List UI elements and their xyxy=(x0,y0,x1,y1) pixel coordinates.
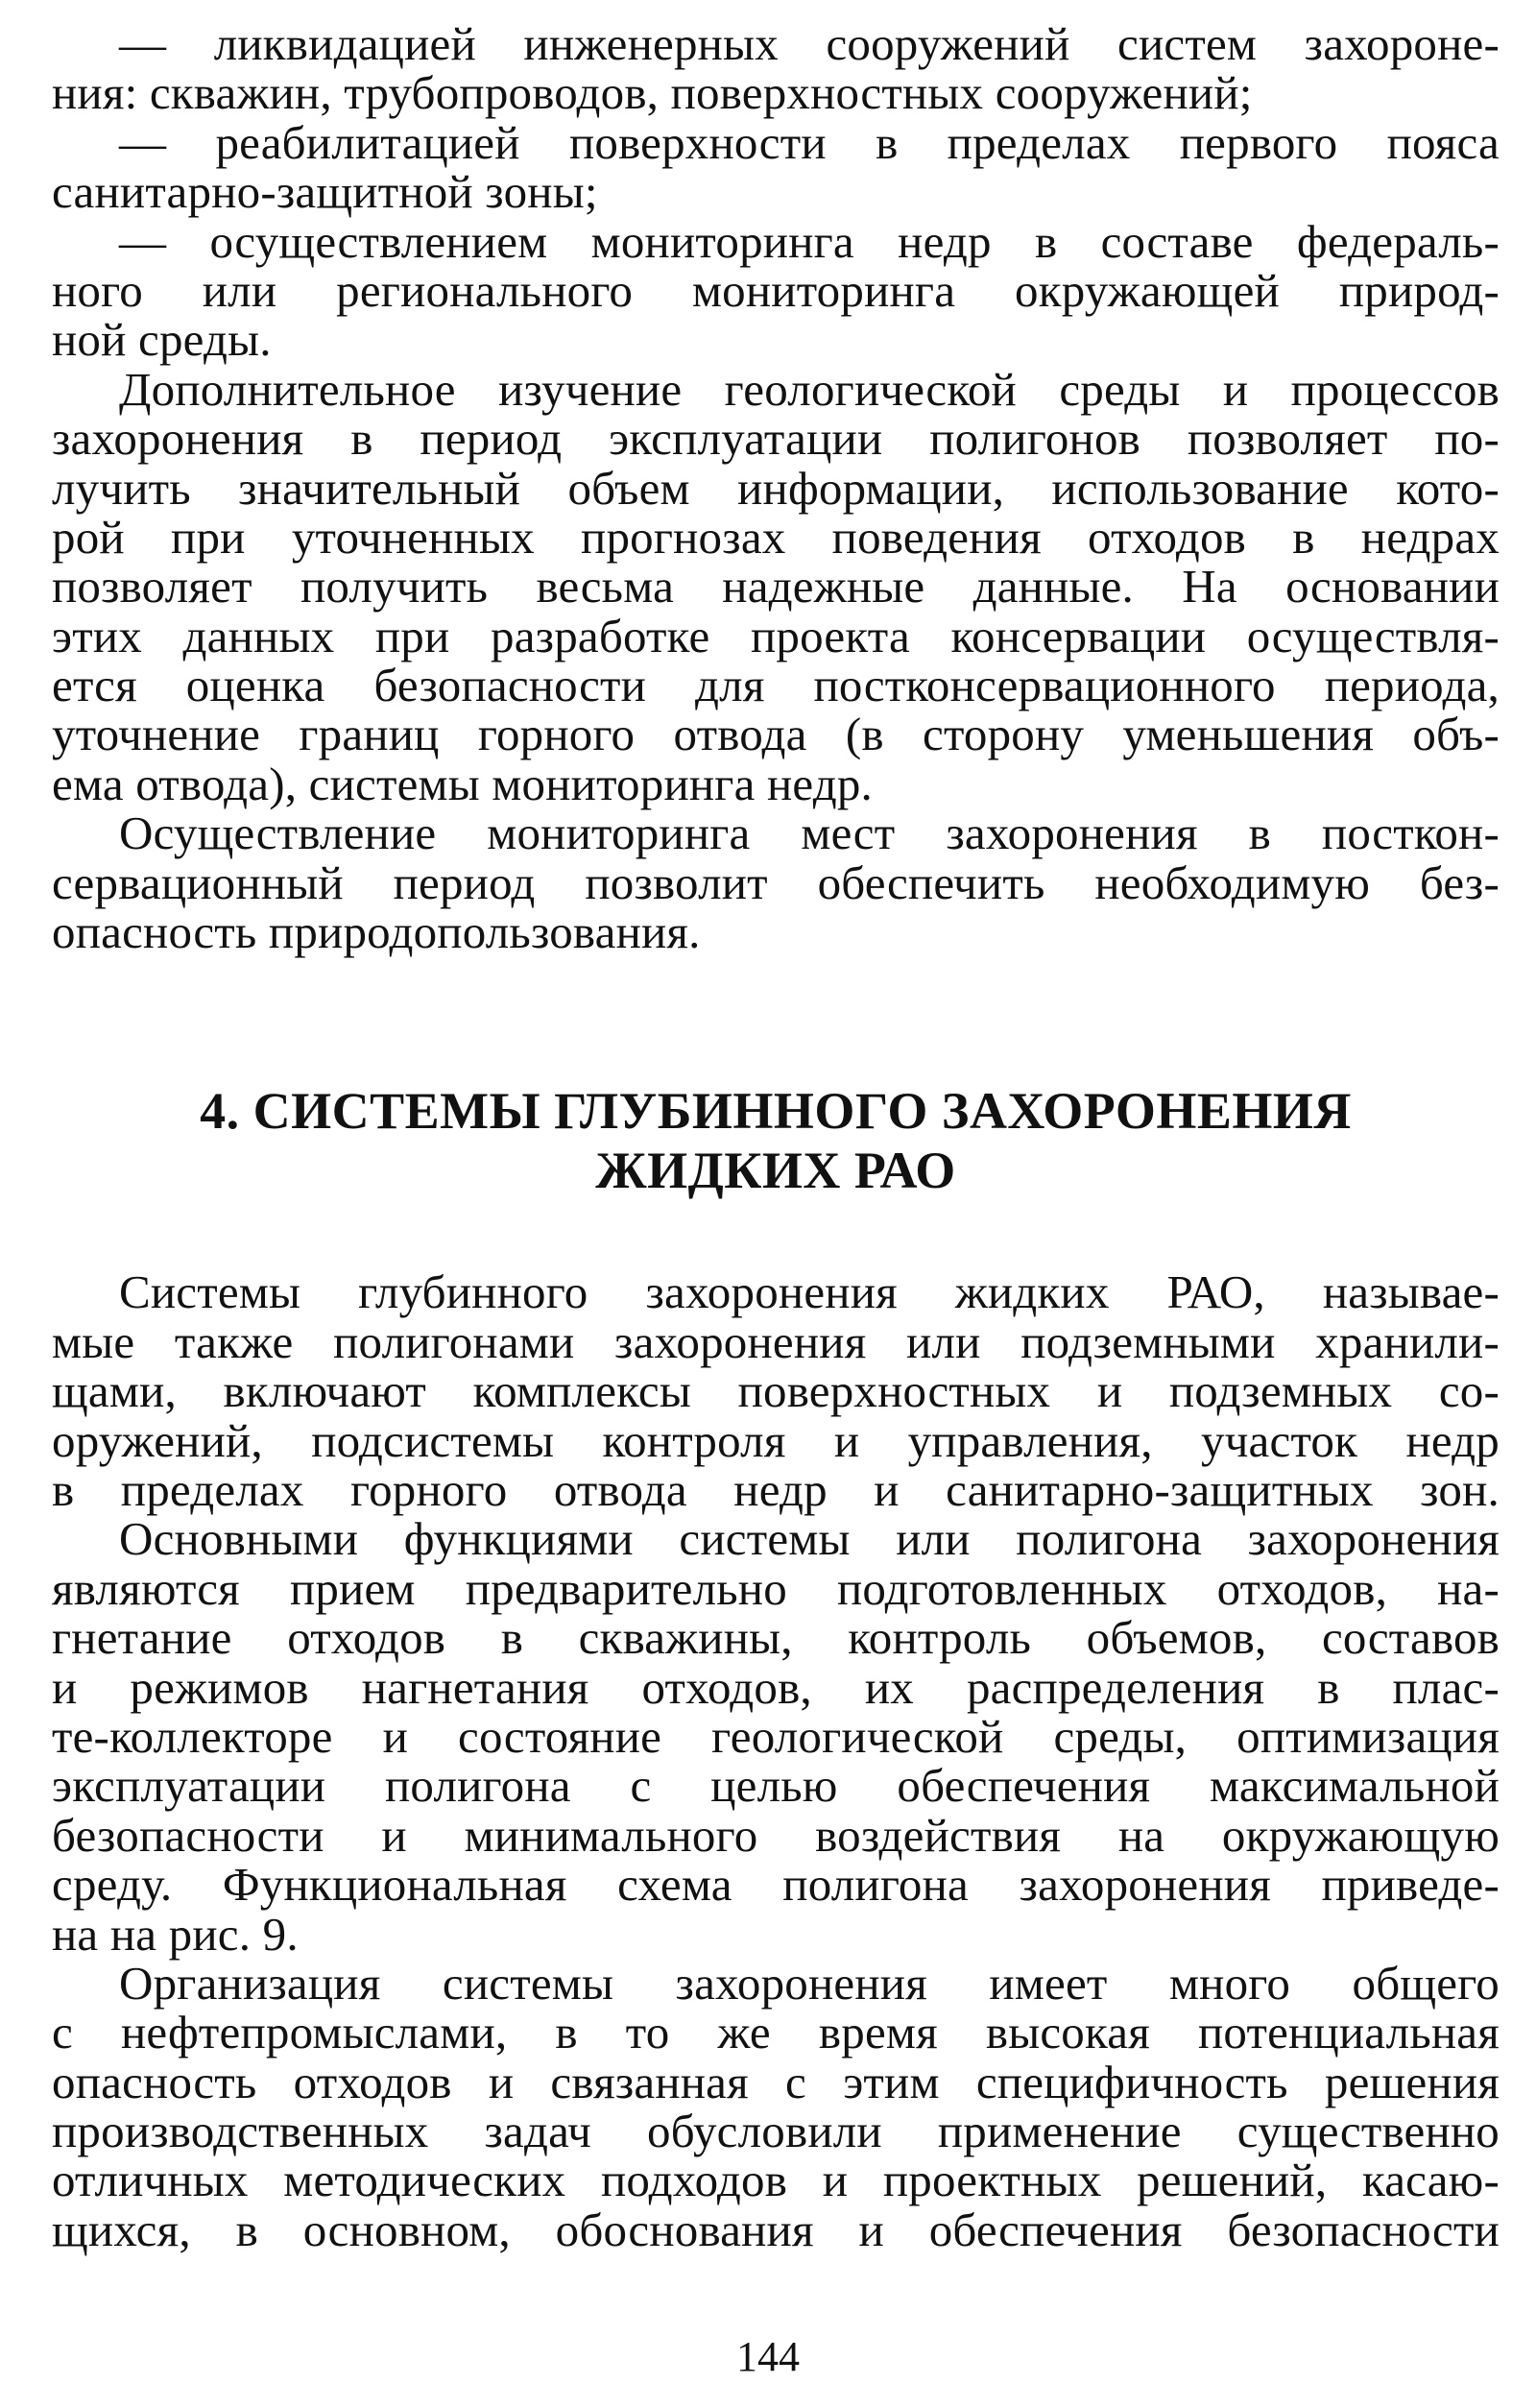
text-line: гнетание отходов в скважины, контроль объемов, составов xyxy=(52,1611,1500,1665)
text-line: являются прием предварительно подготовленных отходов, на- xyxy=(52,1561,1500,1615)
paragraph-organization xyxy=(52,1956,1500,2256)
text-line: безопасности и минимального воздействия на окружающую xyxy=(52,1808,1500,1862)
text-line: ного или регионального мониторинга окружающей природ- xyxy=(52,263,1500,317)
text-line: санитарно-защитной зоны; xyxy=(52,165,598,219)
text-line: производственных задач обусловили применение существенно xyxy=(52,2105,1500,2158)
text-line: с нефтепромыслами, в то же время высокая потенциальная xyxy=(52,2006,1500,2059)
text-line: и режимов нагнетания отходов, их распределения в плас- xyxy=(52,1660,1500,1714)
paragraph-monitoring xyxy=(52,214,1500,367)
text-line: те-коллекторе и состояние геологической среды, оптимизация xyxy=(52,1709,1500,1763)
paragraph-main-functions xyxy=(52,1514,1500,1959)
text-line: Системы глубинного захоронения жидких РАО, называе- xyxy=(119,1265,1500,1319)
text-line: на на рис. 9. xyxy=(52,1907,299,1961)
text-line: захоронения в период эксплуатации полигонов позволяет по- xyxy=(52,412,1500,466)
paragraph-systems-definition xyxy=(52,1267,1500,1514)
text-line: ния: скважин, трубопроводов, поверхностных сооружений; xyxy=(52,66,1253,120)
text-line: рой при уточненных прогнозах поведения отходов в недрах xyxy=(52,510,1500,564)
text-line: Основными функциями системы или полигона захоронения xyxy=(119,1512,1500,1566)
section-heading xyxy=(52,1081,1500,1200)
paragraph-rehabilitation xyxy=(52,115,1500,219)
text-line: уточнение границ горного отвода (в сторону уменьшения объ- xyxy=(52,708,1500,761)
text-line: ной среды. xyxy=(52,313,272,367)
text-line: отличных методических подходов и проектных решений, касаю- xyxy=(52,2154,1500,2207)
text-line: среду. Функциональная схема полигона захоронения приведе- xyxy=(52,1858,1500,1912)
text-line: щихся, в основном, обоснования и обеспечения безопасности xyxy=(52,2203,1500,2256)
section-heading-line: ЖИДКИХ РАО xyxy=(595,1142,956,1200)
text-line: — реабилитацией поверхности в пределах первого пояса xyxy=(119,115,1500,169)
text-line: Осуществление мониторинга мест захоронения в посткон- xyxy=(119,807,1500,860)
text-line: позволяет получить весьма надежные данные. На основании xyxy=(52,560,1500,614)
text-line: — ликвидацией инженерных сооружений систем захороне- xyxy=(119,17,1500,70)
section-heading-line: 4. СИСТЕМЫ ГЛУБИННОГО ЗАХОРОНЕНИЯ xyxy=(200,1082,1352,1141)
text-line: эксплуатации полигона с целью обеспечения максимальной xyxy=(52,1759,1500,1813)
text-line: сервационный период позволит обеспечить необходимую без- xyxy=(52,855,1500,909)
text-line: оружений, подсистемы контроля и управления, участок недр xyxy=(52,1413,1500,1467)
text-line: ема отвода), системы мониторинга недр. xyxy=(52,757,874,810)
paragraph-post-conservation xyxy=(52,807,1500,959)
text-line: опасность природопользования. xyxy=(52,905,701,959)
text-line: опасность отходов и связанная с этим специфичность решения xyxy=(52,2055,1500,2108)
text-line: Организация системы захоронения имеет много общего xyxy=(119,1956,1500,2010)
paragraph-additional-study xyxy=(52,362,1500,810)
paragraph-liquidation xyxy=(52,19,1500,118)
text-line: щами, включают комплексы поверхностных и подземных со- xyxy=(52,1364,1500,1418)
text-line: этих данных при разработке проекта консервации осуществля- xyxy=(52,609,1500,662)
text-line: мые также полигонами захоронения или подземными хранили- xyxy=(52,1314,1500,1368)
text-line: Дополнительное изучение геологической среды и процессов xyxy=(119,362,1500,416)
page-body xyxy=(52,19,1500,2254)
text-line: ется оценка безопасности для постконсервационного периода, xyxy=(52,659,1500,712)
text-line: — осуществлением мониторинга недр в составе федераль- xyxy=(119,214,1500,268)
text-line: лучить значительный объем информации, использование кото- xyxy=(52,461,1500,515)
page-number: 144 xyxy=(736,2333,800,2380)
text-line: в пределах горного отвода недр и санитарно-защитных зон. xyxy=(52,1462,1500,1516)
